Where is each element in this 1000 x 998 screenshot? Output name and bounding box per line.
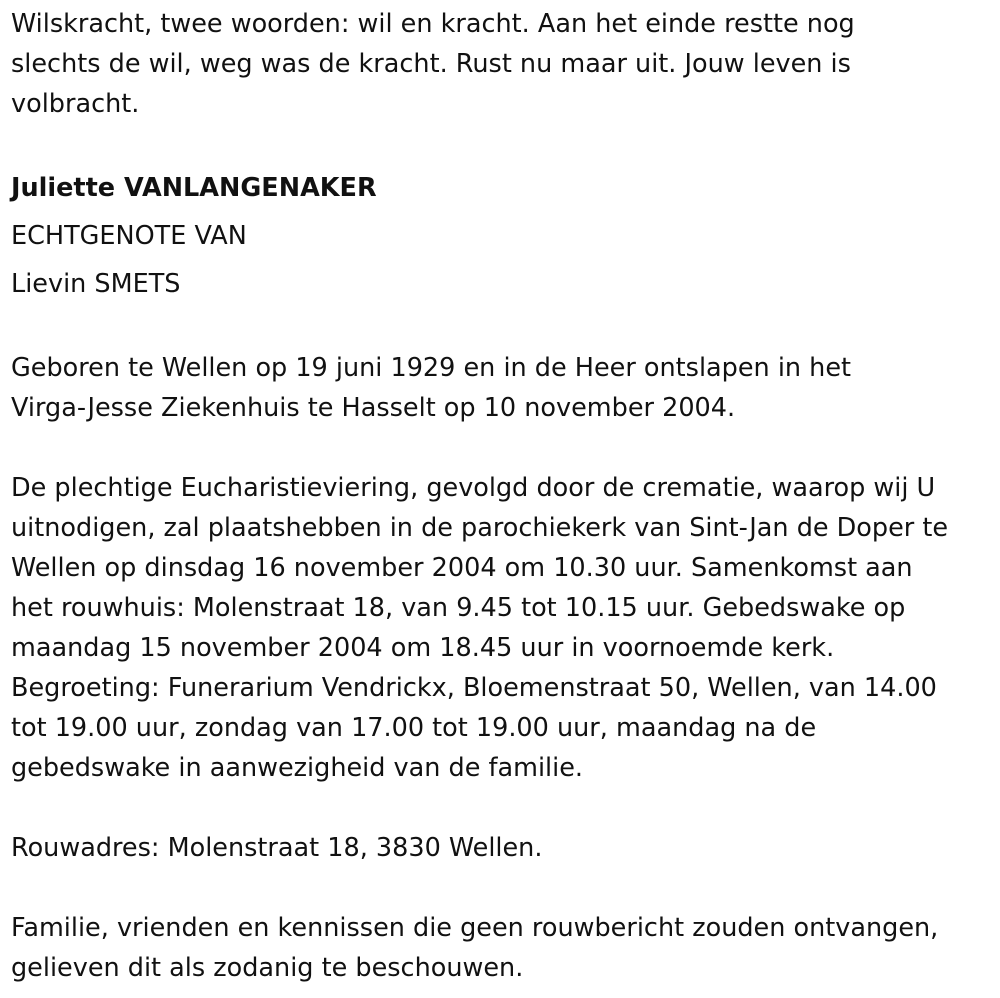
ceremony-line: het rouwhuis: Molenstraat 18, van 9.45 tot 10.15 uur. Gebedswake op xyxy=(11,593,906,623)
paragraph-spacer xyxy=(11,868,996,908)
ceremony-line: Wellen op dinsdag 16 november 2004 om 10.30 uur. Samenkomst aan xyxy=(11,553,913,583)
quote-paragraph xyxy=(11,4,996,124)
ceremony-line: gebedswake in aanwezigheid van de familie. xyxy=(11,753,584,783)
ceremony-line: Begroeting: Funerarium Vendrickx, Bloemenstraat 50, Wellen, van 14.00 xyxy=(11,673,937,703)
obituary-document xyxy=(11,4,996,988)
ceremony-line: De plechtige Eucharistieviering, gevolgd door de crematie, waarop wij U xyxy=(11,473,936,503)
relation-label: ECHTGENOTE VAN xyxy=(11,221,247,251)
deceased-name: Juliette VANLANGENAKER xyxy=(11,173,377,203)
address-paragraph xyxy=(11,828,996,868)
paragraph-spacer xyxy=(11,428,996,468)
paragraph-spacer xyxy=(11,788,996,828)
ceremony-line: maandag 15 november 2004 om 18.45 uur in voornoemde kerk. xyxy=(11,633,835,663)
paragraph-spacer xyxy=(11,124,996,164)
notice-line: Familie, vrienden en kennissen die geen rouwbericht zouden ontvangen, xyxy=(11,913,939,943)
deceased-block xyxy=(11,164,996,308)
notice-paragraph xyxy=(11,908,996,988)
ceremony-line: uitnodigen, zal plaatshebben in de parochiekerk van Sint-Jan de Doper te xyxy=(11,513,949,543)
ceremony-line: tot 19.00 uur, zondag van 17.00 tot 19.00 uur, maandag na de xyxy=(11,713,817,743)
notice-line: gelieven dit als zodanig te beschouwen. xyxy=(11,953,524,983)
ceremony-paragraph xyxy=(11,468,996,788)
quote-line: Wilskracht, twee woorden: wil en kracht. Aan het einde restte nog xyxy=(11,9,855,39)
birth-death-line: Geboren te Wellen op 19 juni 1929 en in de Heer ontslapen in het xyxy=(11,353,852,383)
birth-death-line: Virga-Jesse Ziekenhuis te Hasselt op 10 november 2004. xyxy=(11,393,736,423)
paragraph-spacer xyxy=(11,308,996,348)
mourning-address: Rouwadres: Molenstraat 18, 3830 Wellen. xyxy=(11,833,543,863)
quote-line: slechts de wil, weg was de kracht. Rust nu maar uit. Jouw leven is xyxy=(11,49,851,79)
birth-death-paragraph xyxy=(11,348,996,428)
quote-line: volbracht. xyxy=(11,89,140,119)
spouse-name: Lievin SMETS xyxy=(11,269,181,299)
